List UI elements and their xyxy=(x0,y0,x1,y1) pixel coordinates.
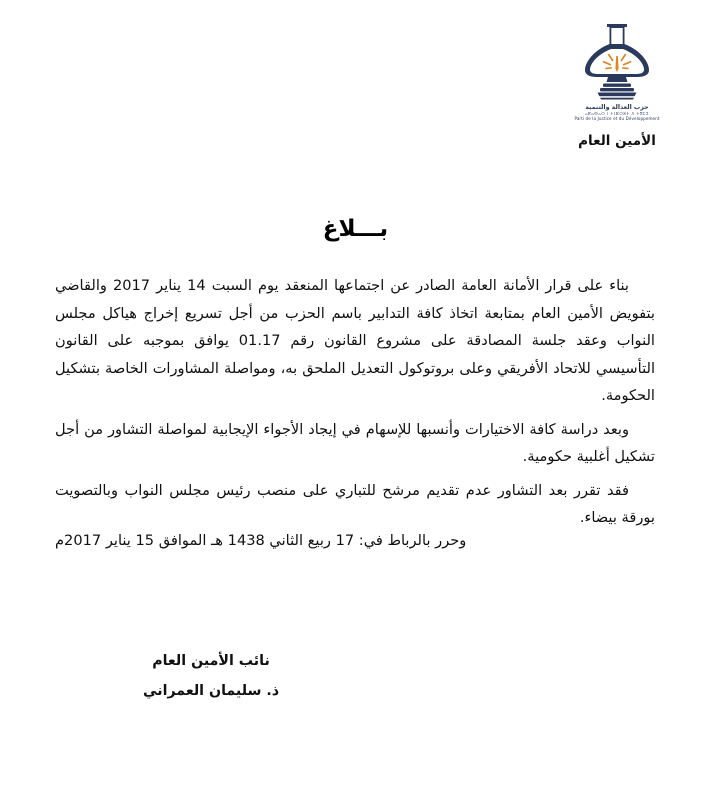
document-title: بـــلاغ xyxy=(322,216,389,242)
letterhead xyxy=(537,18,697,149)
place-and-date-line: وحرر بالرباط في: 17 ربيع الثاني 1438 هـ الموافق 15 يناير 2017م xyxy=(55,532,467,549)
document-body xyxy=(55,272,655,532)
body-paragraph: فقد تقرر بعد التشاور عدم تقديم مرشح للتباري على منصب رئيس مجلس النواب وبالتصويت بورقة بيضاء. xyxy=(55,481,655,526)
party-logo xyxy=(537,18,697,121)
signature-role: نائب الأمين العام xyxy=(152,653,270,669)
party-name-french: Parti de la Justice et du Développement xyxy=(574,115,660,121)
signature-block xyxy=(116,646,306,706)
party-name-tifinagh: ⴰⴽⴰⴱⴰⵔ ⵏ ⵜⵏⴼⵔⵓⵜ ⴷ ⵜⴳⵎⵉ xyxy=(585,111,649,117)
signature-name: ذ. سليمان العمراني xyxy=(142,683,280,699)
letterhead-role-title: الأمين العام xyxy=(578,133,656,149)
party-name-arabic: حزب العدالة والتنمية xyxy=(585,104,649,111)
party-logo-caption xyxy=(574,105,659,121)
body-paragraph: وبعد دراسة كافة الاختيارات وأنسبها للإسهام في إيجاد الأجواء الإيجابية لمواصلة التشاور من أجل تشكيل أغلبية حكومية. xyxy=(55,420,655,465)
body-paragraph: بناء على قرار الأمانة العامة الصادر عن اجتماعها المنعقد يوم السبت 14 يناير 2017 والقاضي بتفويض الأمين العام بمتابعة اتخاذ كافة التدابير باسم الحزب من أجل تسريع إخراج هياكل مجلس النواب وعقد جلسة المصادقة على مشروع القانون رقم 01.17 يوافق بموجبه على القانون التأسيسي للاتحاد الأفريقي وعلى بروتوكول التعديل الملحق به، ومواصلة المشاورات الخاصة بتشكيل الحكومة. xyxy=(55,277,655,404)
pjd-lamp-logo-icon xyxy=(574,18,660,104)
